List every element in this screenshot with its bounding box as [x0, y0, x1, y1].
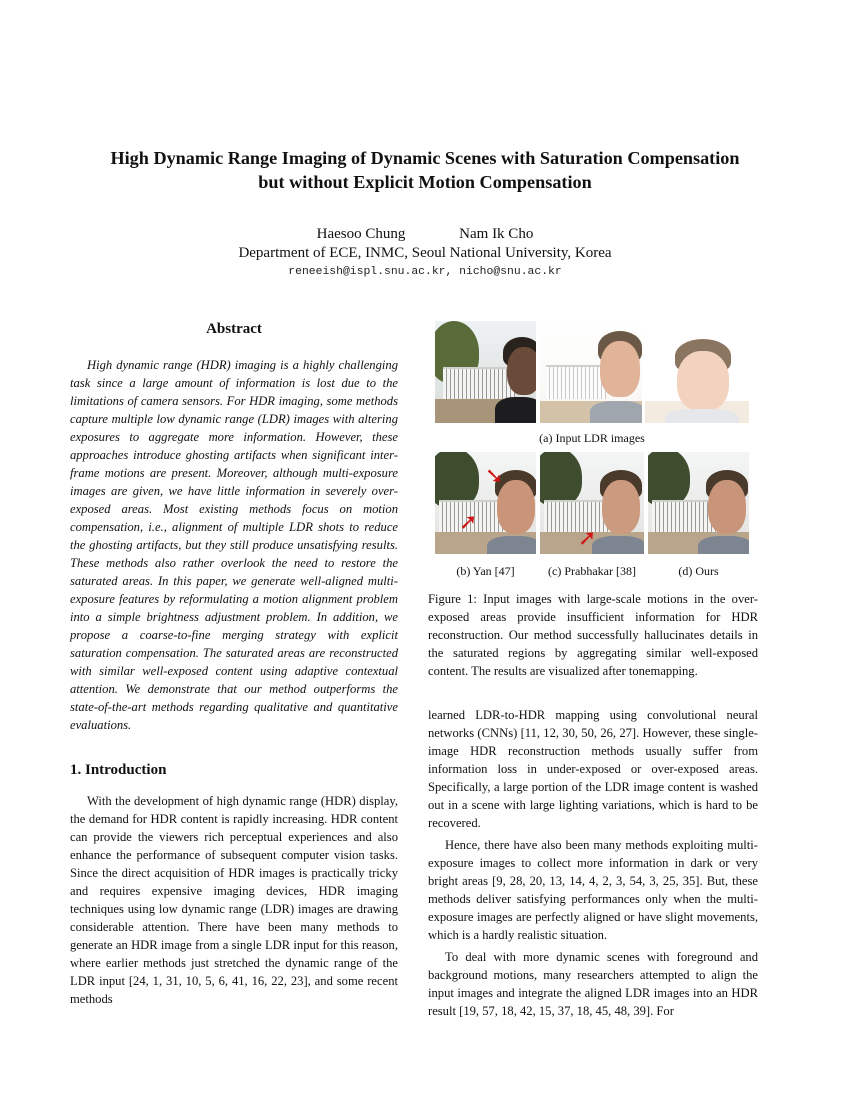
right-paragraph-3: To deal with more dynamic scenes with foreground and background motions, many researchers attempted to align the input images and integrate the aligned LDR images into an HDR result [19, 57, 18, 42, 15, 37, 18, 45, 48, 39]. For [428, 950, 758, 1018]
title-line-2: but without Explicit Motion Compensation [258, 172, 592, 192]
paper-title [40, 146, 810, 194]
authors [40, 226, 810, 243]
figure-1-caption: Figure 1: Input images with large-scale motions in the over-exposed areas provide insufficient information for HDR reconstruction. Our method successfully hallucinates details in the saturated regions by aggregating similar well-exposed content. The results are visualized after tonemapping. [428, 592, 758, 678]
affiliation: Department of ECE, INMC, Seoul National University, Korea [238, 245, 612, 261]
abstract-body [70, 356, 398, 734]
input-ldr-image-2 [540, 321, 642, 423]
intro-paragraph-1: With the development of high dynamic range (HDR) display, the demand for HDR content is rapidly increasing. HDR content can provide the viewers rich perceptual experiences and also enhance the performance of subsequent computer vision tasks. Since the direct acquisition of HDR images is practically tricky and requires expensive imaging devices, HDR imaging techniques using low dynamic range (LDR) images are drawing considerable attention. There have been many methods to generate an HDR image from a single LDR input for this reason, where earlier methods just stretched the dynamic range of the LDR input [24, 1, 31, 10, 5, 6, 41, 16, 22, 23], and some recent methods [70, 794, 398, 1006]
right-paragraph-1: learned LDR-to-HDR mapping using convolutional neural networks (CNNs) [11, 12, 30, 50, 26, 27]. However, these single-image HDR reconstruction methods usually suffer from information loss in under-exposed or over-exposed areas. Specifically, a large portion of the LDR image content is washed out in a scene with large lighting variations, which is hard to be recovered. [428, 708, 758, 830]
caption-d: (d) Ours [678, 564, 719, 578]
caption-a: (a) Input LDR images [539, 431, 645, 445]
input-ldr-image-3 [645, 321, 749, 423]
result-yan [435, 452, 536, 554]
input-ldr-image-1 [435, 321, 536, 423]
abstract-heading: Abstract [206, 321, 262, 337]
author-emails: reneeish@ispl.snu.ac.kr, nicho@snu.ac.kr [288, 266, 562, 278]
result-ours [648, 452, 749, 554]
right-paragraph-2: Hence, there have also been many methods exploiting multi-exposure images to collect more information in dark or very bright areas [9, 28, 20, 13, 14, 4, 2, 3, 54, 3, 25, 35]. But, these methods deliver satisfying performances only when the multi-exposure images are perfectly aligned or have slight movements, which is a hardly realistic situation. [428, 838, 758, 942]
arrow-yan-upper: ➘ [485, 464, 504, 489]
intro-body [70, 792, 398, 1008]
author-2: Nam Ik Cho [459, 226, 534, 242]
caption-c: (c) Prabhakar [38] [548, 564, 636, 578]
title-line-1: High Dynamic Range Imaging of Dynamic Scenes with Saturation Compensation [110, 148, 740, 168]
caption-b: (b) Yan [47] [456, 564, 515, 578]
abstract-text: High dynamic range (HDR) imaging is a highly challenging task since a large amount of information is lost due to the limitations of camera sensors. For HDR imaging, some methods capture multiple low dynamic range (LDR) images with altering exposures to aggregate more information. However, these approaches introduce ghosting artifacts when significant inter-frame motions are present. Moreover, although multi-exposure images are given, we have little information in severely over-exposed areas. Most existing methods focus on motion compensation, i.e., alignment of multiple LDR shots to reduce the ghosting artifacts, but they still produce unsatisfying results. These methods also rather overlook the need to restore the saturated areas. In this paper, we generate well-aligned multi-exposure features by reformulating a motion alignment problem into a simple brightness adjustment problem. In addition, we propose a coarse-to-fine merging strategy with explicit saturation compensation. The saturated areas are reconstructed with similar well-exposed content using adaptive contextual attention. We demonstrate that our method outperforms the state-of-the-art methods regarding qualitative and quantitative evaluations. [70, 358, 398, 732]
arrow-yan-lower: ➚ [459, 510, 478, 535]
result-prabhakar [540, 452, 644, 554]
author-1: Haesoo Chung [316, 226, 406, 242]
arrow-prabhakar: ➚ [578, 526, 597, 551]
intro-heading: 1. Introduction [70, 762, 167, 778]
right-column-body [428, 706, 758, 1020]
